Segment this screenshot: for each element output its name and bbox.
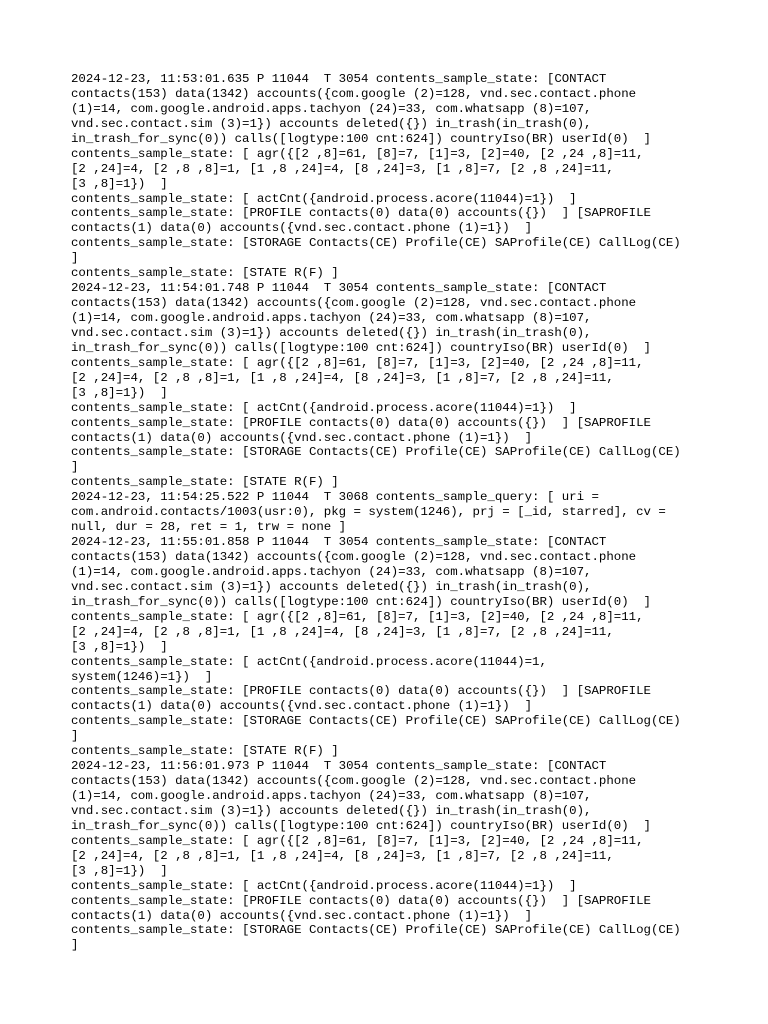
log-line: contents_sample_state: [ actCnt({android.process.acore(11044)=1}) ] xyxy=(71,191,577,206)
log-line: contents_sample_state: [PROFILE contacts(0) data(0) accounts({}) ] [SAPROFILE xyxy=(71,684,651,699)
log-line: null, dur = 28, ret = 1, trw = none ] xyxy=(71,520,347,535)
log-line: in_trash_for_sync(0)) calls([logtype:100 cnt:624]) countryIso(BR) userId(0) ] xyxy=(71,340,651,355)
log-line: in_trash_for_sync(0)) calls([logtype:100 cnt:624]) countryIso(BR) userId(0) ] xyxy=(71,594,651,609)
log-line: contents_sample_state: [STORAGE Contacts(CE) Profile(CE) SAProfile(CE) CallLog(CE) xyxy=(71,923,681,938)
log-line: contents_sample_state: [ agr({[2 ,8]=61, [8]=7, [1]=3, [2]=40, [2 ,24 ,8]=11, xyxy=(71,355,644,370)
log-line: contacts(153) data(1342) accounts({com.google (2)=128, vnd.sec.contact.phone xyxy=(71,550,637,564)
log-line: (1)=14, com.google.android.apps.tachyon (24)=33, com.whatsapp (8)=107, xyxy=(71,101,592,116)
log-line: [2 ,24]=4, [2 ,8 ,8]=1, [1 ,8 ,24]=4, [8 ,24]=3, [1 ,8]=7, [2 ,8 ,24]=11, xyxy=(71,370,614,385)
log-line: [3 ,8]=1}) ] xyxy=(71,176,168,191)
log-line: contents_sample_state: [STORAGE Contacts(CE) Profile(CE) SAProfile(CE) CallLog(CE) xyxy=(71,714,681,729)
log-line: [2 ,24]=4, [2 ,8 ,8]=1, [1 ,8 ,24]=4, [8 ,24]=3, [1 ,8]=7, [2 ,8 ,24]=11, xyxy=(71,161,614,176)
log-line: contents_sample_state: [STATE R(F) ] xyxy=(71,475,339,490)
log-line: contents_sample_state: [ agr({[2 ,8]=61, [8]=7, [1]=3, [2]=40, [2 ,24 ,8]=11, xyxy=(71,146,644,161)
log-line: 2024-12-23, 11:56:01.973 P 11044 T 3054 contents_sample_state: [CONTACT xyxy=(71,759,607,774)
log-line: contacts(1) data(0) accounts({vnd.sec.contact.phone (1)=1}) ] xyxy=(71,699,533,714)
log-line: (1)=14, com.google.android.apps.tachyon (24)=33, com.whatsapp (8)=107, xyxy=(71,564,592,579)
log-line: (1)=14, com.google.android.apps.tachyon (24)=33, com.whatsapp (8)=107, xyxy=(71,311,592,325)
log-line: contents_sample_state: [PROFILE contacts(0) data(0) accounts({}) ] [SAPROFILE xyxy=(71,206,651,221)
log-line: contents_sample_state: [ actCnt({android.process.acore(11044)=1}) ] xyxy=(71,400,577,415)
log-line: contents_sample_state: [STORAGE Contacts(CE) Profile(CE) SAProfile(CE) CallLog(CE) xyxy=(71,445,681,460)
log-line: [3 ,8]=1}) ] xyxy=(71,385,168,400)
log-line: com.android.contacts/1003(usr:0), pkg = system(1246), prj = [_id, starred], cv = xyxy=(71,505,666,520)
log-line: contents_sample_state: [PROFILE contacts(0) data(0) accounts({}) ] [SAPROFILE xyxy=(71,415,651,430)
log-line: contacts(1) data(0) accounts({vnd.sec.contact.phone (1)=1}) ] xyxy=(71,221,533,236)
log-line: in_trash_for_sync(0)) calls([logtype:100 cnt:624]) countryIso(BR) userId(0) ] xyxy=(71,131,651,146)
log-line: contents_sample_state: [STATE R(F) ] xyxy=(71,266,339,281)
log-line: contents_sample_state: [ agr({[2 ,8]=61, [8]=7, [1]=3, [2]=40, [2 ,24 ,8]=11, xyxy=(71,609,644,624)
log-line: [3 ,8]=1}) ] xyxy=(71,639,168,654)
log-line: contents_sample_state: [STATE R(F) ] xyxy=(71,744,339,759)
log-line: contacts(153) data(1342) accounts({com.google (2)=128, vnd.sec.contact.phone xyxy=(71,86,637,101)
log-line: 2024-12-23, 11:54:01.748 P 11044 T 3054 contents_sample_state: [CONTACT xyxy=(71,281,607,296)
log-line: 2024-12-23, 11:54:25.522 P 11044 T 3068 contents_sample_query: [ uri = xyxy=(71,490,599,505)
log-line: ] xyxy=(71,460,79,475)
log-line: [3 ,8]=1}) ] xyxy=(71,863,168,878)
log-line: vnd.sec.contact.sim (3)=1}) accounts deleted({}) in_trash(in_trash(0), xyxy=(71,803,592,818)
log-line: ] xyxy=(71,729,79,744)
log-line: ] xyxy=(71,938,79,953)
log-line: ] xyxy=(71,251,79,266)
log-line: in_trash_for_sync(0)) calls([logtype:100 cnt:624]) countryIso(BR) userId(0) ] xyxy=(71,818,651,833)
log-line: 2024-12-23, 11:53:01.635 P 11044 T 3054 contents_sample_state: [CONTACT xyxy=(71,72,607,86)
log-line: [2 ,24]=4, [2 ,8 ,8]=1, [1 ,8 ,24]=4, [8 ,24]=3, [1 ,8]=7, [2 ,8 ,24]=11, xyxy=(71,848,614,863)
log-line: [2 ,24]=4, [2 ,8 ,8]=1, [1 ,8 ,24]=4, [8 ,24]=3, [1 ,8]=7, [2 ,8 ,24]=11, xyxy=(71,624,614,639)
log-line: vnd.sec.contact.sim (3)=1}) accounts deleted({}) in_trash(in_trash(0), xyxy=(71,325,592,340)
log-line: contents_sample_state: [ agr({[2 ,8]=61, [8]=7, [1]=3, [2]=40, [2 ,24 ,8]=11, xyxy=(71,833,644,848)
log-line: contents_sample_state: [STORAGE Contacts(CE) Profile(CE) SAProfile(CE) CallLog(CE) xyxy=(71,236,681,251)
log-line: contents_sample_state: [PROFILE contacts(0) data(0) accounts({}) ] [SAPROFILE xyxy=(71,893,651,908)
log-line: contacts(1) data(0) accounts({vnd.sec.contact.phone (1)=1}) ] xyxy=(71,908,533,923)
log-line: contents_sample_state: [ actCnt({android.process.acore(11044)=1, xyxy=(71,654,547,669)
log-line: 2024-12-23, 11:55:01.858 P 11044 T 3054 contents_sample_state: [CONTACT xyxy=(71,535,607,550)
log-line: (1)=14, com.google.android.apps.tachyon (24)=33, com.whatsapp (8)=107, xyxy=(71,789,592,803)
log-line: contacts(153) data(1342) accounts({com.google (2)=128, vnd.sec.contact.phone xyxy=(71,296,637,311)
log-line: contents_sample_state: [ actCnt({android.process.acore(11044)=1}) ] xyxy=(71,878,577,893)
log-line: contacts(1) data(0) accounts({vnd.sec.contact.phone (1)=1}) ] xyxy=(71,430,533,445)
log-line: system(1246)=1}) ] xyxy=(71,669,213,684)
log-line: vnd.sec.contact.sim (3)=1}) accounts deleted({}) in_trash(in_trash(0), xyxy=(71,116,592,131)
log-text-body xyxy=(71,72,751,953)
log-line: contacts(153) data(1342) accounts({com.google (2)=128, vnd.sec.contact.phone xyxy=(71,774,637,789)
log-line: vnd.sec.contact.sim (3)=1}) accounts deleted({}) in_trash(in_trash(0), xyxy=(71,579,592,594)
